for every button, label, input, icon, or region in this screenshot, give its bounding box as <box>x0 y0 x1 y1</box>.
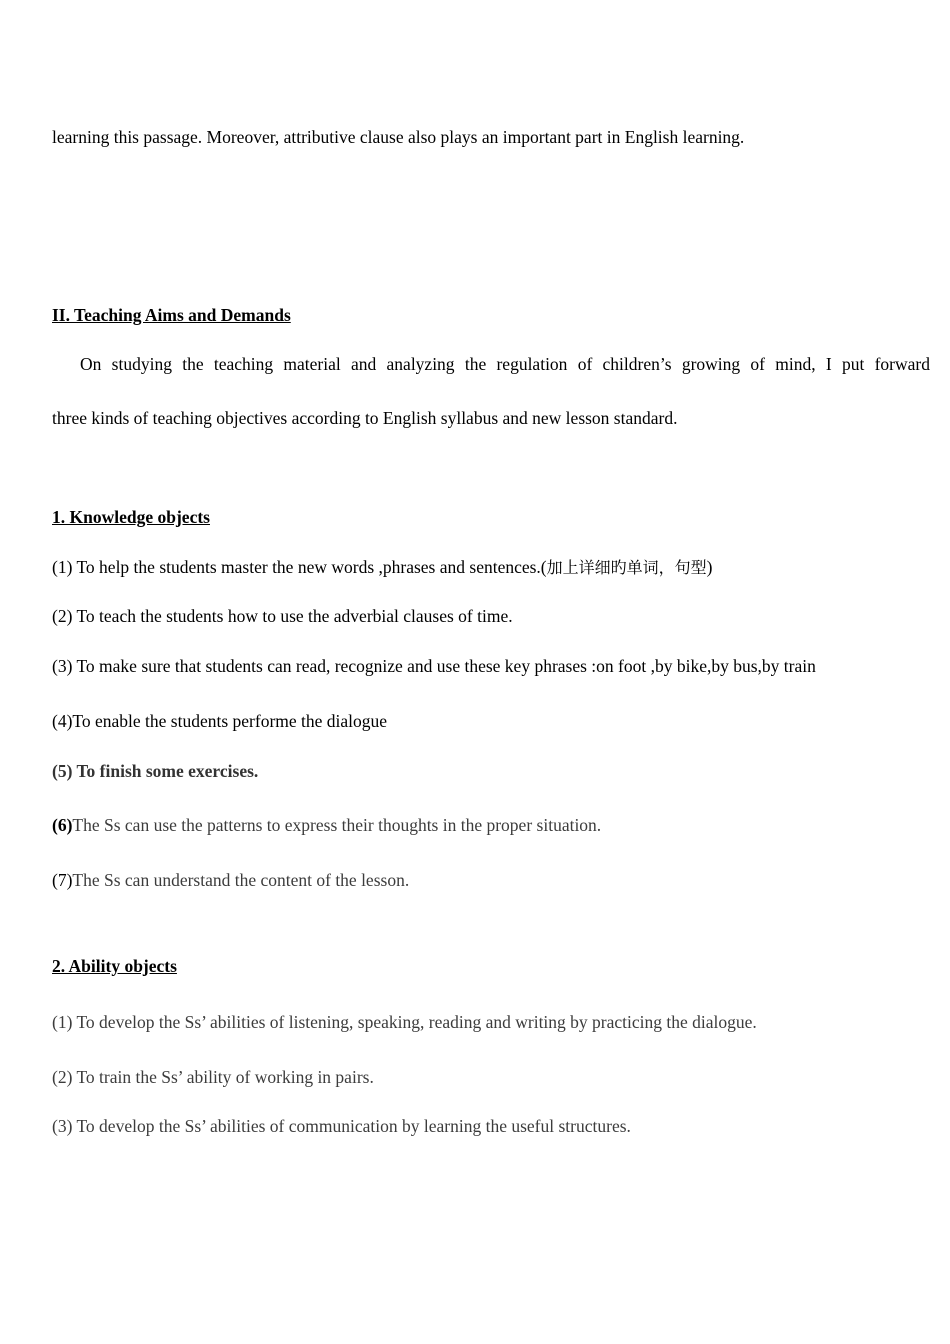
ability-objects-heading: 2. Ability objects <box>52 956 177 976</box>
ability-item-3: (3) To develop the Ss’ abilities of communication by learning the useful structures. <box>52 1116 631 1136</box>
knowledge-item-1 <box>52 556 712 579</box>
knowledge-item-3: (3) To make sure that students can read, recognize and use these key phrases :on foot ,by bike,by bus,by train <box>52 656 816 676</box>
intro-continuation: learning this passage. Moreover, attributive clause also plays an important part in English learning. <box>52 127 745 147</box>
knowledge-item-4: (4)To enable the students performe the dialogue <box>52 711 388 731</box>
ability-item-1: (1) To develop the Ss’ abilities of listening, speaking, reading and writing by practicing the dialogue. <box>52 1012 757 1032</box>
knowledge-item-1-cjk-note: 加上详细旳单词，句型 <box>546 558 707 577</box>
knowledge-item-6-number: (6) <box>52 815 73 835</box>
section-heading-teaching-aims: II. Teaching Aims and Demands <box>52 305 291 325</box>
knowledge-item-7-number: (7) <box>52 870 73 890</box>
knowledge-item-2: (2) To teach the students how to use the adverbial clauses of time. <box>52 606 513 626</box>
knowledge-item-6-text: The Ss can use the patterns to express their thoughts in the proper situation. <box>72 815 602 835</box>
knowledge-item-1-close: ) <box>706 557 713 577</box>
knowledge-item-7-text: The Ss can understand the content of the lesson. <box>72 870 410 890</box>
knowledge-item-1-text: (1) To help the students master the new words ,phrases and sentences.( <box>52 557 547 577</box>
ability-item-2: (2) To train the Ss’ ability of working in pairs. <box>52 1067 374 1087</box>
aims-paragraph-line-1: On studying the teaching material and analyzing the regulation of children’s growing of mind, I put forward <box>80 354 930 374</box>
aims-paragraph-line-2: three kinds of teaching objectives according to English syllabus and new lesson standard. <box>52 408 678 428</box>
knowledge-objects-heading: 1. Knowledge objects <box>52 507 210 527</box>
knowledge-item-6 <box>52 814 601 836</box>
knowledge-item-5: (5) To finish some exercises. <box>52 761 259 781</box>
knowledge-item-7 <box>52 869 409 891</box>
